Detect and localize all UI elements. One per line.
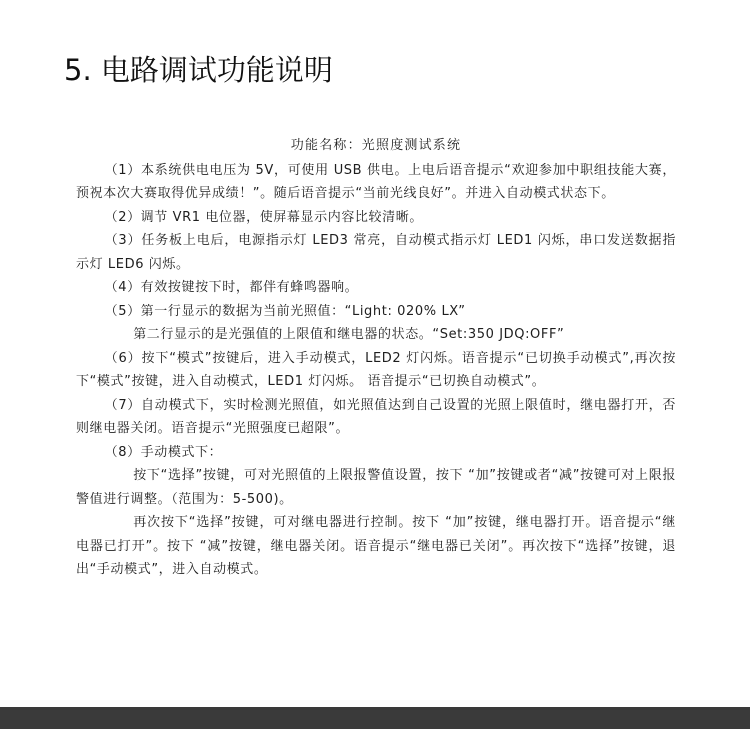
paragraph-4: （4）有效按键按下时，都伴有蜂鸣器响。 bbox=[104, 280, 359, 295]
paragraph-6: （6）按下“模式”按键后，进入手动模式，LED2 灯闪烁。语音提示“已切换手动模式”,再次按下“模式”按键，进入自动模式，LED1 灯闪烁。 语音提示“已切换自动模式”。 bbox=[76, 350, 676, 389]
section-title: 5. 电路调试功能说明 bbox=[64, 53, 333, 87]
paragraph-8-select: 按下“选择”按键，可对光照值的上限报警值设置，按下 “加”按键或者“减”按键可对上限报警值进行调整。（范围为：5-500)。 bbox=[76, 468, 676, 507]
paragraph-5-second-line: 第二行显示的是光强值的上限值和继电器的状态。“Set:350 JDQ:OFF” bbox=[133, 327, 565, 342]
paragraph-5: （5）第一行显示的数据为当前光照值：“Light: 020% LX” bbox=[104, 303, 466, 319]
paragraph-1: （1）本系统供电电压为 5V，可使用 USB 供电。上电后语音提示“欢迎参加中职组技能大赛，预祝本次大赛取得优异成绩！”。随后语音提示“当前光线良好”。并进入自动模式状态下。 bbox=[76, 162, 676, 201]
footer-bar bbox=[0, 707, 750, 729]
paragraph-8-relay: 再次按下“选择”按键，可对继电器进行控制。按下 “加”按键，继电器打开。语音提示“继电器已打开”。按下 “减”按键，继电器关闭。语音提示“继电器已关闭”。再次按下“选择”按键，退出“手动模式”，进入自动模式。 bbox=[76, 515, 676, 577]
paragraph-7: （7）自动模式下，实时检测光照值，如光照值达到自己设置的光照上限值时，继电器打开，否则继电器关闭。语音提示“光照强度已超限”。 bbox=[76, 397, 676, 436]
paragraph-2: （2）调节 VR1 电位器，使屏幕显示内容比较清晰。 bbox=[104, 209, 423, 225]
document-body bbox=[76, 134, 676, 582]
document-heading: 功能名称：光照度测试系统 bbox=[290, 138, 462, 153]
paragraph-8: （8）手动模式下： bbox=[104, 444, 223, 460]
paragraph-3: （3）任务板上电后，电源指示灯 LED3 常亮，自动模式指示灯 LED1 闪烁，串口发送数据指示灯 LED6 闪烁。 bbox=[76, 233, 676, 272]
